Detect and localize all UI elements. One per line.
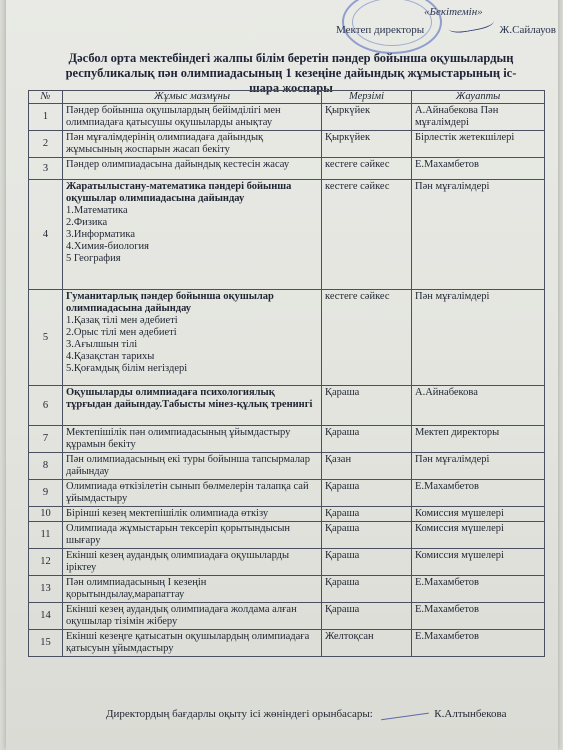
table-row xyxy=(29,480,545,507)
task-text: Екінші кезең аудандық олимпиадаға оқушыларды іріктеу xyxy=(66,550,290,573)
row-deadline: Қараша xyxy=(322,426,412,453)
row-number: 8 xyxy=(29,453,63,480)
col-header-responsible: Жауапты xyxy=(412,91,545,104)
table-row xyxy=(29,131,545,158)
subject-item: 4.Қазақстан тарихы xyxy=(66,351,155,362)
subject-item: 3.Ағылшын тілі xyxy=(66,339,138,350)
row-task xyxy=(63,290,322,386)
subject-item: 2.Орыс тілі мен әдебиеті xyxy=(66,327,177,338)
row-number: 7 xyxy=(29,426,63,453)
row-deadline: Қараша xyxy=(322,386,412,426)
subject-item: 1.Қазақ тілі мен әдебиеті xyxy=(66,315,178,326)
col-header-task: Жұмыс мазмұны xyxy=(63,91,322,104)
row-responsible: Пән мұғалімдері xyxy=(412,453,545,480)
table-row xyxy=(29,549,545,576)
row-task xyxy=(63,630,322,657)
row-responsible: Комиссия мүшелері xyxy=(412,549,545,576)
table-row xyxy=(29,630,545,657)
row-task xyxy=(63,603,322,630)
row-number: 6 xyxy=(29,386,63,426)
task-text: Пән олимпиадасының I кезеңін қорытындылау,марапаттау xyxy=(66,577,207,600)
approval-block xyxy=(336,6,556,36)
row-responsible: Комиссия мүшелері xyxy=(412,522,545,549)
footer-name: К.Алтынбекова xyxy=(434,708,507,720)
row-task xyxy=(63,576,322,603)
row-number: 2 xyxy=(29,131,63,158)
subject-item: 1.Математика xyxy=(66,205,128,216)
col-header-number: № xyxy=(29,91,63,104)
table-row xyxy=(29,507,545,522)
row-deadline: кестеге сәйкес xyxy=(322,158,412,180)
table-row xyxy=(29,180,545,290)
row-responsible: Е.Махамбетов xyxy=(412,630,545,657)
approval-name: Ж.Сайлауов xyxy=(499,24,556,36)
table-row xyxy=(29,453,545,480)
approval-role: Мектеп директоры xyxy=(336,24,425,36)
row-task xyxy=(63,158,322,180)
row-task xyxy=(63,522,322,549)
task-text: Пәндер бойынша оқушылардың бейімділігі мен олимпиадаға қатысушы оқушыларды анықтау xyxy=(66,105,281,128)
subject-item: 2.Физика xyxy=(66,217,108,228)
row-deadline: Қараша xyxy=(322,603,412,630)
row-task xyxy=(63,180,322,290)
subject-item: 4.Химия-биология xyxy=(66,241,149,252)
row-number: 10 xyxy=(29,507,63,522)
row-number: 1 xyxy=(29,104,63,131)
task-text: Пән мұғалімдерінің олимпиадаға дайындық жұмысының жоспарын жасап бекіту xyxy=(66,132,264,155)
deputy-signature xyxy=(379,699,429,721)
row-responsible: Пән мұғалімдері xyxy=(412,180,545,290)
row-deadline: кестеге сәйкес xyxy=(322,180,412,290)
row-deadline: Қараша xyxy=(322,522,412,549)
row-responsible: Е.Махамбетов xyxy=(412,158,545,180)
row-task xyxy=(63,386,322,426)
subject-item: 5 География xyxy=(66,253,121,264)
row-task xyxy=(63,549,322,576)
row-deadline: Қазан xyxy=(322,453,412,480)
plan-table xyxy=(28,90,545,657)
table-row xyxy=(29,158,545,180)
row-responsible: Комиссия мүшелері xyxy=(412,507,545,522)
task-text: Жаратылыстану-математика пәндері бойынша оқушылар олимпиадасына дайындау xyxy=(66,181,292,204)
task-text: Екінші кезең аудандық олимпиадаға жолдама алған оқушылар тізімін жіберу xyxy=(66,604,297,627)
col-header-date: Мерзімі xyxy=(322,91,412,104)
row-responsible: Бірлестік жетекшілері xyxy=(412,131,545,158)
row-number: 15 xyxy=(29,630,63,657)
table-row xyxy=(29,576,545,603)
row-responsible: Е.Махамбетов xyxy=(412,603,545,630)
row-number: 5 xyxy=(29,290,63,386)
table-row xyxy=(29,603,545,630)
footer-signature-line xyxy=(106,702,506,720)
row-responsible: Е.Махамбетов xyxy=(412,480,545,507)
footer-label: Директордың бағдарлы оқыту ісі жөніндегі орынбасары: xyxy=(106,708,373,720)
task-text: Мектепішілік пән олимпиадасының ұйымдастыру құрамын бекіту xyxy=(66,427,291,450)
task-text: Пән олимпиадасының екі туры бойынша тапсырмалар дайындау xyxy=(66,454,310,477)
row-deadline: Қыркүйек xyxy=(322,131,412,158)
approval-label: «Бекітемін» xyxy=(424,6,483,18)
table-row xyxy=(29,522,545,549)
row-task xyxy=(63,480,322,507)
row-responsible: Е.Махамбетов xyxy=(412,576,545,603)
row-task xyxy=(63,426,322,453)
row-deadline: Қараша xyxy=(322,507,412,522)
row-number: 4 xyxy=(29,180,63,290)
document-page xyxy=(6,0,558,750)
row-deadline: Қыркүйек xyxy=(322,104,412,131)
table-row xyxy=(29,426,545,453)
row-task xyxy=(63,104,322,131)
row-deadline: Қараша xyxy=(322,576,412,603)
table-row xyxy=(29,386,545,426)
table-header-row xyxy=(29,91,545,104)
table-row xyxy=(29,290,545,386)
task-text: Пәндер олимпиадасына дайындық кестесін жасау xyxy=(66,159,290,170)
subject-item: 3.Информатика xyxy=(66,229,135,240)
row-deadline: кестеге сәйкес xyxy=(322,290,412,386)
task-text: Бірінші кезең мектепішілік олимпиада өткізу xyxy=(66,508,269,519)
table-row xyxy=(29,104,545,131)
row-number: 14 xyxy=(29,603,63,630)
row-number: 3 xyxy=(29,158,63,180)
document-title: Дәсбол орта мектебіндегі жалпы білім беретін пәндер бойынша оқушылардың республикалық пән олимпиадасының 1 кезеңіне дайындық жұмыстарының іс-шара жоспары xyxy=(65,51,517,95)
task-text: Олимпиада жұмыстарын тексеріп қорытындысын шығару xyxy=(66,523,291,546)
task-text: Олимпиада өткізілетін сынып бөлмелерін талапқа сай ұйымдастыру xyxy=(66,481,309,504)
subject-item: 5.Қоғамдық білім негіздері xyxy=(66,363,188,374)
row-task xyxy=(63,453,322,480)
row-number: 9 xyxy=(29,480,63,507)
task-text: Гуманитарлық пәндер бойынша оқушылар олимпиадасына дайындау xyxy=(66,291,274,314)
row-number: 12 xyxy=(29,549,63,576)
row-responsible: Пән мұғалімдері xyxy=(412,290,545,386)
task-text: Оқушыларды олимпиадаға психологиялық тұрғыдан дайындау.Табысты мінез-құлық тренингі xyxy=(66,387,313,410)
row-number: 13 xyxy=(29,576,63,603)
row-responsible: А.Айнабекова Пән мұғалімдері xyxy=(412,104,545,131)
row-number: 11 xyxy=(29,522,63,549)
task-text: Екінші кезеңге қатысатын оқушылардың олимпиадаға қатысуын ұйымдастыру xyxy=(66,631,310,654)
row-task xyxy=(63,507,322,522)
row-task xyxy=(63,131,322,158)
row-deadline: Желтоқсан xyxy=(322,630,412,657)
row-deadline: Қараша xyxy=(322,549,412,576)
row-responsible: Мектеп директоры xyxy=(412,426,545,453)
row-deadline: Қараша xyxy=(322,480,412,507)
row-responsible: А.Айнабекова xyxy=(412,386,545,426)
